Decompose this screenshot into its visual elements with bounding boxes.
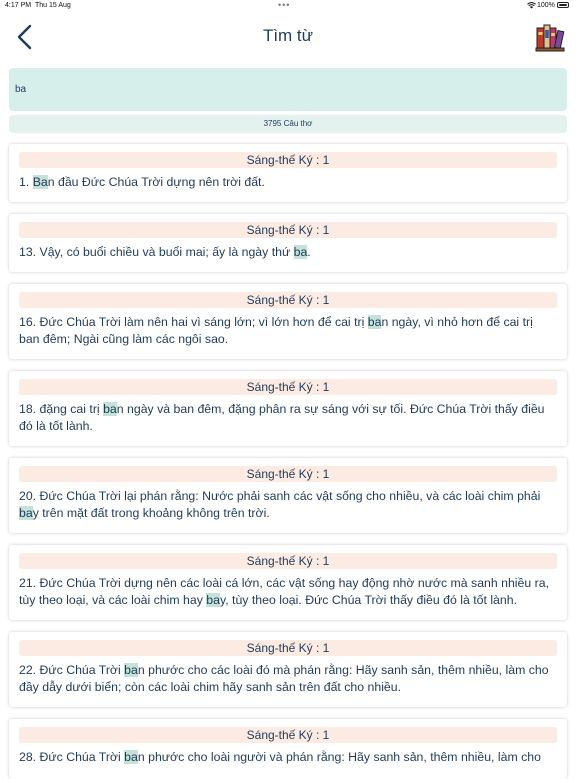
multitasking-dots-icon[interactable]: ••• [278, 0, 291, 10]
verse-card[interactable] [9, 545, 567, 620]
verse-reference: Sáng-thế Ký : 1 [19, 727, 557, 743]
verse-card[interactable] [9, 214, 567, 272]
match-highlight: ba [124, 663, 138, 677]
status-date: Thu 15 Aug [35, 2, 71, 9]
verse-text: 21. Đức Chúa Trời dựng nên các loài cá lớn, các vật sống hay động nhờ nước mà sanh nhiều ra, tùy theo loại, và các loài chim hay bay, tùy theo loại. Đức Chúa Trời thấy điều đó là tốt lành. [19, 576, 549, 607]
verse-card[interactable] [9, 371, 567, 446]
match-highlight: ba [367, 315, 382, 329]
books-icon[interactable] [535, 22, 565, 52]
page-title: Tìm từ [262, 26, 314, 45]
verse-reference: Sáng-thế Ký : 1 [19, 466, 557, 482]
match-highlight: ba [206, 593, 220, 607]
result-count: 3795 Câu thơ [9, 115, 567, 133]
battery-icon [557, 2, 569, 8]
verse-card[interactable] [9, 632, 567, 707]
match-highlight: ba [19, 506, 33, 520]
verse-text: 16. Đức Chúa Trời làm nên hai vì sáng lớn; vì lớn hơn để cai trị ban ngày, vì nhỏ hơn để cai trị ban đêm; Ngài cũng làm các ngôi sao. [19, 315, 533, 346]
verse-reference: Sáng-thế Ký : 1 [19, 152, 557, 168]
verse-reference: Sáng-thế Ký : 1 [19, 640, 557, 656]
verse-reference: Sáng-thế Ký : 1 [19, 379, 557, 395]
verse-text: 13. Vậy, có buổi chiều và buổi mai; ấy là ngày thứ ba. [19, 245, 311, 259]
match-highlight: ba [293, 245, 308, 259]
verse-text: 22. Đức Chúa Trời ban phước cho các loài đó mà phán rằng: Hãy sanh sản, thêm nhiều, làm cho đầy dẫy dưới biển; còn các loài chim hãy sanh sản trên đất cho nhiều. [19, 663, 549, 694]
verse-text: 20. Đức Chúa Trời lại phán rằng: Nước phải sanh các vật sống cho nhiều, và các loài chim phải bay trên mặt đất trong khoảng không trên trời. [19, 489, 541, 520]
verse-card[interactable] [9, 458, 567, 533]
match-highlight: ba [103, 402, 117, 416]
verse-reference: Sáng-thế Ký : 1 [19, 292, 557, 308]
verse-card[interactable] [9, 144, 567, 202]
search-query: ba [15, 84, 27, 95]
verse-card[interactable] [9, 719, 567, 779]
verse-text: 18. đặng cai trị ban ngày và ban đêm, đặng phân ra sự sáng với sự tối. Đức Chúa Trời thấy điều đó là tốt lành. [19, 402, 545, 433]
verse-text: 1. Ban đầu Đức Chúa Trời dựng nên trời đất. [19, 175, 265, 189]
verse-card[interactable] [9, 284, 567, 359]
search-field[interactable] [9, 68, 567, 111]
verse-reference: Sáng-thế Ký : 1 [19, 222, 557, 238]
verse-reference: Sáng-thế Ký : 1 [19, 553, 557, 569]
match-highlight: ba [124, 750, 138, 764]
status-time: 4:17 PM [5, 2, 32, 9]
match-highlight: Ba [32, 175, 48, 189]
wifi-icon [527, 2, 536, 9]
status-bar [0, 0, 576, 12]
navigation-bar [0, 12, 576, 64]
battery-percent: 100% [537, 2, 555, 9]
verse-text: 28. Đức Chúa Trời ban phước cho loài người và phán rằng: Hãy sanh sản, thêm nhiều, làm cho [19, 750, 541, 764]
